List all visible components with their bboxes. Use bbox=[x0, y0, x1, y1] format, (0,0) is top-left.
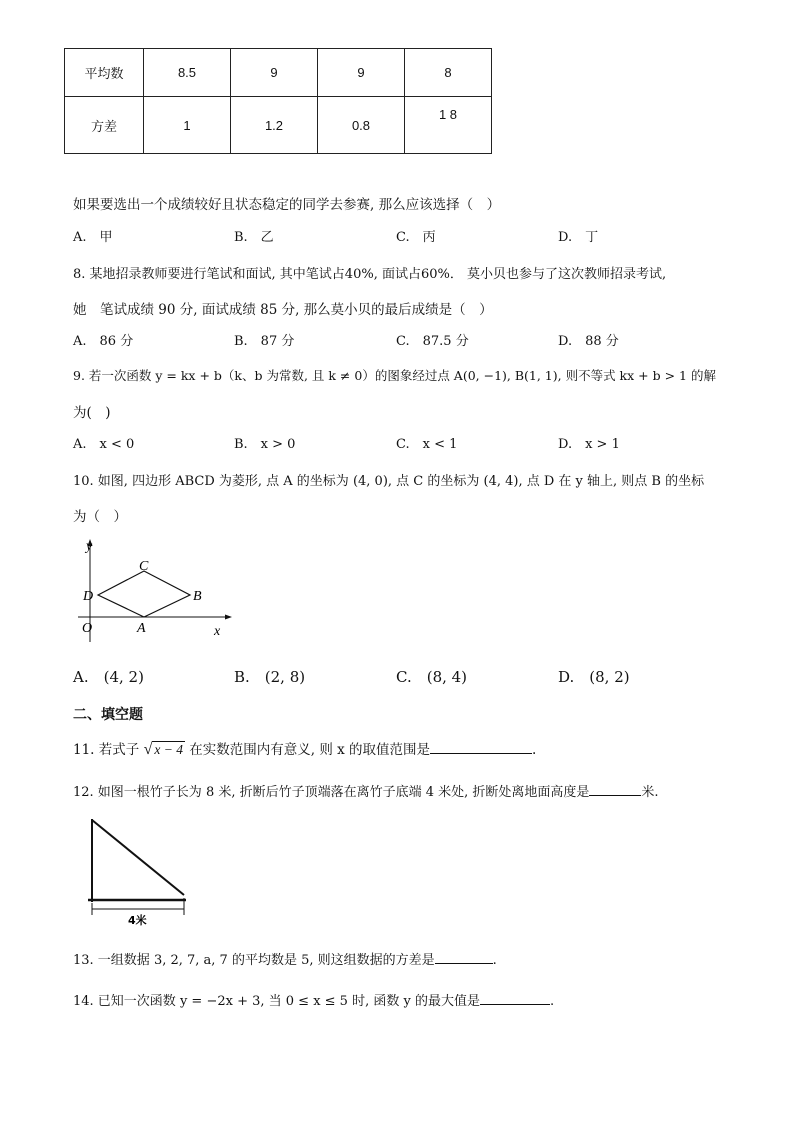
q14-text: 14. 已知一次函数 y = −2x + 3, 当 0 ≤ x ≤ 5 时, 函数 y 的最大值是 bbox=[73, 994, 480, 1009]
q8-option-b: B. 87 分 bbox=[234, 334, 295, 349]
table-cell: 9 bbox=[231, 49, 318, 97]
table-cell: 9 bbox=[318, 49, 405, 97]
q9-option-b: B. x > 0 bbox=[234, 437, 296, 452]
q11-after: 在实数范围内有意义, 则 x 的取值范围是 bbox=[184, 742, 431, 758]
q13-line bbox=[73, 949, 497, 968]
dimension-label: 4米 bbox=[128, 914, 147, 927]
q14-answer-blank bbox=[480, 990, 550, 1005]
q8-line1: 8. 某地招录教师要进行笔试和面试, 其中笔试占40%, 面试占60%． 莫小贝也参与了这次教师招录考试, bbox=[73, 267, 667, 282]
q7-option-a: A. 甲 bbox=[73, 230, 113, 245]
rhombus-figure bbox=[72, 534, 242, 646]
label-c: C bbox=[139, 559, 149, 574]
q9-line1: 9. 若一次函数 y = kx + b（k、b 为常数, 且 k ≠ 0）的图象经过点 A(0, −1), B(1, 1), 则不等式 kx + b > 1 的解 bbox=[73, 368, 716, 383]
q11-radicand: x − 4 bbox=[154, 742, 183, 757]
q14-end: . bbox=[549, 994, 555, 1009]
q10-option-a: A. (4, 2) bbox=[73, 668, 144, 686]
label-x: x bbox=[214, 624, 221, 639]
table-cell: 1 bbox=[144, 97, 231, 154]
row-label: 平均数 bbox=[65, 49, 144, 97]
section-heading: 二、填空题 bbox=[73, 707, 143, 723]
sqrt-symbol: √ bbox=[143, 741, 153, 758]
bamboo-figure bbox=[86, 816, 192, 928]
q8-option-d: D. 88 分 bbox=[558, 334, 619, 349]
q11-before: 11. 若式子 bbox=[73, 742, 144, 758]
label-y: y bbox=[86, 539, 93, 554]
q8-option-c: C. 87.5 分 bbox=[396, 334, 469, 349]
q11-end: . bbox=[532, 742, 537, 758]
q10-option-c: C. (8, 4) bbox=[396, 668, 468, 686]
x-axis-arrow bbox=[225, 615, 232, 620]
row-label: 方差 bbox=[65, 97, 144, 154]
q8-option-a: A. 86 分 bbox=[73, 334, 134, 349]
table-cell: 0.8 bbox=[318, 97, 405, 154]
table-row bbox=[65, 97, 492, 154]
q9-option-a: A. x < 0 bbox=[73, 437, 135, 452]
q9-option-c: C. x < 1 bbox=[396, 437, 458, 452]
label-o: O bbox=[82, 621, 93, 636]
bamboo-broken-part bbox=[92, 820, 184, 895]
q11-answer-blank bbox=[430, 739, 532, 754]
table-row bbox=[65, 49, 492, 97]
q14-line bbox=[73, 990, 554, 1009]
q13-answer-blank bbox=[435, 949, 493, 964]
q7-option-d: D. 丁 bbox=[558, 230, 599, 245]
q12-end: 米. bbox=[641, 785, 659, 800]
stats-table bbox=[64, 48, 492, 154]
q10-option-d: D. (8, 2) bbox=[558, 668, 630, 686]
q10-option-b: B. (2, 8) bbox=[234, 668, 306, 686]
table-cell: 8.5 bbox=[144, 49, 231, 97]
table-cell: 1 8 bbox=[405, 97, 492, 154]
q9-option-d: D. x > 1 bbox=[558, 437, 620, 452]
q11-line bbox=[73, 738, 536, 759]
q10-line1: 10. 如图, 四边形 ABCD 为菱形, 点 A 的坐标为 (4, 0), 点 C 的坐标为 (4, 4), 点 D 在 y 轴上, 则点 B 的坐标 bbox=[73, 474, 705, 489]
q7-option-c: C. 丙 bbox=[396, 230, 436, 245]
q13-text: 13. 一组数据 3, 2, 7, a, 7 的平均数是 5, 则这组数据的方差是 bbox=[73, 953, 435, 968]
q9-line2: 为( ) bbox=[73, 405, 111, 421]
label-a: A bbox=[137, 621, 146, 636]
q13-end: . bbox=[492, 953, 497, 968]
rhombus-shape bbox=[98, 571, 190, 617]
q7-option-b: B. 乙 bbox=[234, 230, 274, 245]
label-d: D bbox=[83, 589, 94, 604]
q12-text: 12. 如图一根竹子长为 8 米, 折断后竹子顶端落在离竹子底端 4 米处, 折断处离地面高度是 bbox=[73, 785, 590, 800]
q12-line bbox=[73, 781, 659, 800]
label-b: B bbox=[193, 589, 202, 604]
q10-line2: 为（ ） bbox=[73, 509, 127, 525]
table-cell: 1.2 bbox=[231, 97, 318, 154]
table-cell: 8 bbox=[405, 49, 492, 97]
q7-text: 如果要选出一个成绩较好且状态稳定的同学去参赛, 那么应该选择（ ） bbox=[73, 197, 501, 213]
q12-answer-blank bbox=[589, 781, 641, 796]
q8-line2: 她 笔试成绩 90 分, 面试成绩 85 分, 那么莫小贝的最后成绩是（ ） bbox=[73, 302, 493, 318]
